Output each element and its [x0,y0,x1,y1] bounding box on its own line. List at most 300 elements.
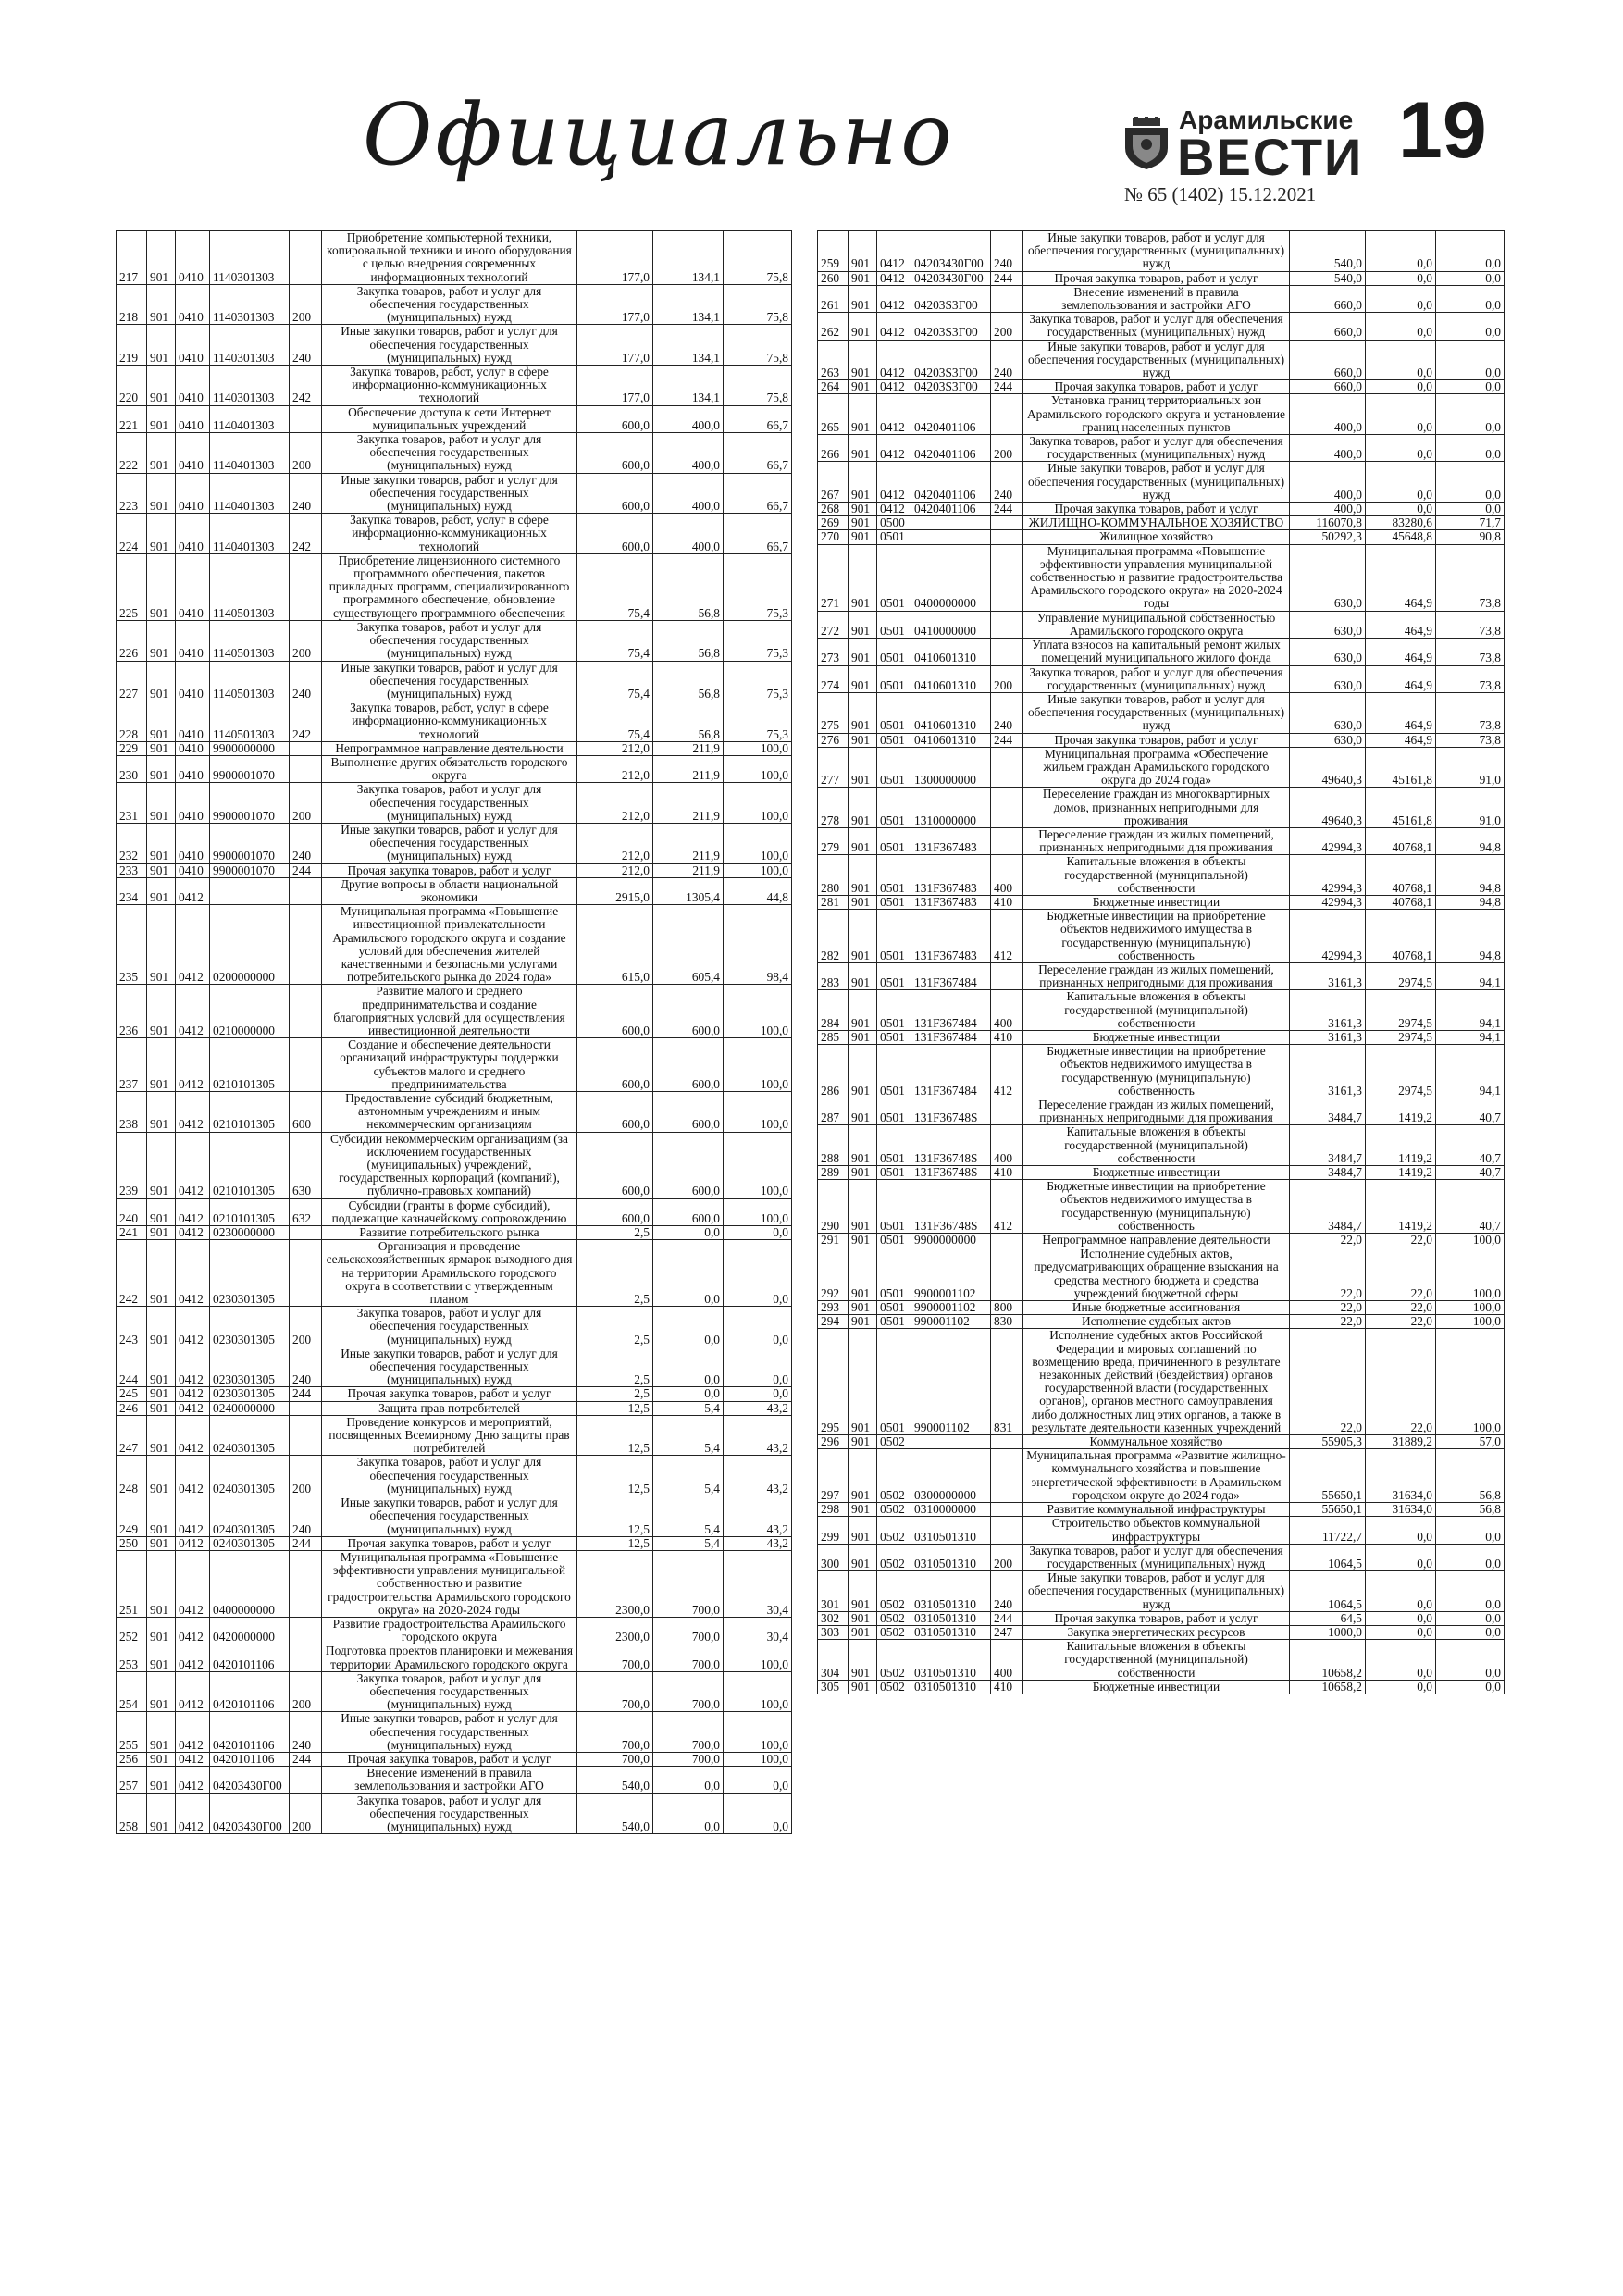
section-code-cell: 0412 [176,1401,210,1415]
target-code-cell: 9900001102 [911,1301,991,1315]
target-code-cell: 131F367484 [911,1045,991,1098]
admin-code-cell: 901 [147,1456,176,1496]
admin-code-cell: 901 [849,1625,877,1639]
admin-code-cell: 901 [849,1435,877,1449]
executed-amount-cell: 600,0 [653,1132,724,1198]
planned-amount-cell: 630,0 [1290,544,1366,611]
expense-type-cell: 400 [991,855,1023,896]
description-cell: Муниципальная программа «Развитие жилищно-коммунального хозяйства и повышение энергетической эффективности в Арамильском городском округе до 2024 года» [1023,1449,1290,1503]
executed-amount-cell: 0,0 [653,1226,724,1240]
executed-amount-cell: 0,0 [1366,285,1436,312]
section-code-cell: 0501 [877,855,911,896]
description-cell: Иные закупки товаров, работ и услуг для обеспечения государственных (муниципальных) нужд [1023,1571,1290,1612]
description-cell: Капитальные вложения в объекты государственной (муниципальной) собственности [1023,855,1290,896]
percent-cell: 0,0 [1436,1680,1505,1694]
admin-code-cell: 901 [849,1544,877,1570]
section-code-cell: 0501 [877,747,911,788]
expense-type-cell: 244 [991,271,1023,285]
description-cell: Закупка товаров, работ и услуг для обеспечения государственных (муниципальных) нужд [322,1793,577,1834]
row-number-cell: 219 [117,325,147,366]
executed-amount-cell: 134,1 [653,284,724,325]
planned-amount-cell: 600,0 [577,985,653,1038]
expense-type-cell: 630 [290,1132,322,1198]
table-row [818,1449,1505,1503]
section-code-cell: 0412 [176,1132,210,1198]
table-row [117,473,792,514]
admin-code-cell: 901 [849,1125,877,1166]
planned-amount-cell: 540,0 [1290,271,1366,285]
expense-type-cell: 240 [991,231,1023,272]
percent-cell: 100,0 [724,1671,792,1712]
expense-type-cell: 244 [290,1752,322,1766]
expense-type-cell: 200 [991,1544,1023,1570]
admin-code-cell: 901 [147,701,176,742]
expense-type-cell: 240 [290,1496,322,1537]
description-cell: Закупка энергетических ресурсов [1023,1625,1290,1639]
executed-amount-cell: 2974,5 [1366,990,1436,1031]
planned-amount-cell: 400,0 [1290,462,1366,503]
section-code-cell: 0501 [877,910,911,963]
description-cell: Жилищное хозяйство [1023,530,1290,544]
admin-code-cell: 901 [849,1315,877,1329]
row-number-cell: 278 [818,788,849,828]
table-row [117,1793,792,1834]
executed-amount-cell: 600,0 [653,1198,724,1225]
executed-amount-cell: 1419,2 [1366,1098,1436,1125]
planned-amount-cell: 177,0 [577,366,653,406]
percent-cell: 73,8 [1436,611,1505,638]
executed-amount-cell: 600,0 [653,1038,724,1092]
row-number-cell: 269 [818,516,849,530]
description-cell: Исполнение судебных актов, предусматривающих обращение взыскания на средства местного бюджета и средства учреждений бюджетной сферы [1023,1247,1290,1301]
section-code-cell: 0410 [176,325,210,366]
row-number-cell: 274 [818,665,849,692]
table-row [117,1550,792,1617]
description-cell: Переселение граждан из многоквартирных домов, признанных непригодными для проживания [1023,788,1290,828]
target-code-cell: 0210101305 [210,1198,290,1225]
target-code-cell: 04203S3Г00 [911,380,991,394]
admin-code-cell: 901 [147,1387,176,1401]
percent-cell: 0,0 [1436,1517,1505,1544]
row-number-cell: 288 [818,1125,849,1166]
admin-code-cell: 901 [849,1301,877,1315]
description-cell: ЖИЛИЩНО-КОММУНАЛЬНОЕ ХОЗЯЙСТВО [1023,516,1290,530]
expense-type-cell [290,905,322,985]
expense-type-cell: 240 [290,1347,322,1387]
table-row [818,733,1505,747]
table-row [117,783,792,824]
planned-amount-cell: 2,5 [577,1387,653,1401]
admin-code-cell: 901 [849,962,877,989]
planned-amount-cell: 660,0 [1290,313,1366,340]
executed-amount-cell: 0,0 [1366,231,1436,272]
target-code-cell [911,1435,991,1449]
percent-cell: 0,0 [1436,313,1505,340]
planned-amount-cell: 2300,0 [577,1617,653,1644]
executed-amount-cell: 0,0 [1366,1517,1436,1544]
table-row [117,755,792,782]
expense-type-cell [991,1435,1023,1449]
row-number-cell: 294 [818,1315,849,1329]
expense-type-cell: 244 [991,733,1023,747]
expense-type-cell: 244 [991,1611,1023,1625]
table-row [818,462,1505,503]
row-number-cell: 249 [117,1496,147,1537]
percent-cell: 0,0 [1436,462,1505,503]
percent-cell: 75,8 [724,231,792,285]
percent-cell: 75,8 [724,284,792,325]
expense-type-cell: 410 [991,895,1023,909]
admin-code-cell: 901 [849,855,877,896]
description-cell: Приобретение лицензионного системного программного обеспечения, пакетов прикладных программ, специализированного программного обеспечение, обновление существующего программного обеспечения [322,553,577,620]
planned-amount-cell: 55650,1 [1290,1449,1366,1503]
description-cell: Прочая закупка товаров, работ и услуг [1023,503,1290,516]
table-row [818,788,1505,828]
table-row [818,747,1505,788]
section-code-cell: 0412 [877,313,911,340]
planned-amount-cell: 10658,2 [1290,1640,1366,1681]
expense-type-cell: 244 [290,1387,322,1401]
percent-cell: 0,0 [1436,380,1505,394]
table-row [117,1617,792,1644]
admin-code-cell: 901 [849,340,877,380]
row-number-cell: 245 [117,1387,147,1401]
table-row [117,823,792,863]
description-cell: Иные закупки товаров, работ и услуг для обеспечения государственных (муниципальных) нужд [1023,462,1290,503]
expense-type-cell: 240 [290,1712,322,1753]
description-cell: Обеспечение доступа к сети Интернет муниципальных учреждений [322,405,577,432]
target-code-cell: 9900001070 [210,783,290,824]
table-row [818,313,1505,340]
target-code-cell: 9900001070 [210,755,290,782]
description-cell: Прочая закупка товаров, работ и услуг [322,1387,577,1401]
description-cell: Субсидии (гранты в форме субсидий), подлежащие казначейскому сопровождению [322,1198,577,1225]
expense-type-cell: 240 [290,473,322,514]
section-code-cell: 0502 [877,1640,911,1681]
row-number-cell: 256 [117,1752,147,1766]
target-code-cell: 0230301305 [210,1347,290,1387]
description-cell: Закупка товаров, работ и услуг для обеспечения государственных (муниципальных) нужд [322,433,577,474]
percent-cell: 100,0 [724,741,792,755]
expense-type-cell: 242 [290,366,322,406]
table-row [117,366,792,406]
planned-amount-cell: 600,0 [577,433,653,474]
table-row [818,910,1505,963]
percent-cell: 66,7 [724,405,792,432]
admin-code-cell: 901 [849,1449,877,1503]
description-cell: Закупка товаров, работ, услуг в сфере информационно-коммуникационных технологий [322,514,577,554]
planned-amount-cell: 1064,5 [1290,1571,1366,1612]
percent-cell: 0,0 [1436,394,1505,435]
section-code-cell: 0412 [877,435,911,462]
planned-amount-cell: 2915,0 [577,877,653,904]
target-code-cell: 1140301303 [210,284,290,325]
executed-amount-cell: 0,0 [1366,380,1436,394]
table-row [818,503,1505,516]
description-cell: Иные закупки товаров, работ и услуг для обеспечения государственных (муниципальных) нужд [322,661,577,701]
admin-code-cell: 901 [849,895,877,909]
executed-amount-cell: 5,4 [653,1415,724,1456]
target-code-cell: 0310501310 [911,1625,991,1639]
description-cell: Муниципальная программа «Обеспечение жильем граждан Арамильского городского округа до 2024 года» [1023,747,1290,788]
target-code-cell: 9900001070 [210,823,290,863]
expense-type-cell: 247 [991,1625,1023,1639]
target-code-cell: 0420401106 [911,462,991,503]
target-code-cell: 0240301305 [210,1536,290,1550]
admin-code-cell: 901 [147,755,176,782]
executed-amount-cell: 5,4 [653,1456,724,1496]
section-code-cell: 0412 [176,1387,210,1401]
section-code-cell: 0412 [176,1347,210,1387]
table-row [818,1315,1505,1329]
table-row [117,1038,792,1092]
executed-amount-cell: 22,0 [1366,1315,1436,1329]
row-number-cell: 226 [117,620,147,661]
admin-code-cell: 901 [147,1496,176,1537]
expense-type-cell [991,1517,1023,1544]
table-row [117,1712,792,1753]
executed-amount-cell: 22,0 [1366,1234,1436,1247]
expense-type-cell [991,1234,1023,1247]
admin-code-cell: 901 [147,1198,176,1225]
table-row [818,990,1505,1031]
table-row [818,1098,1505,1125]
section-code-cell: 0412 [877,462,911,503]
target-code-cell: 1140301303 [210,366,290,406]
description-cell: Закупка товаров, работ и услуг для обеспечения государственных (муниципальных) нужд [1023,665,1290,692]
planned-amount-cell: 75,4 [577,620,653,661]
row-number-cell: 252 [117,1617,147,1644]
executed-amount-cell: 0,0 [653,1767,724,1793]
section-code-cell: 0410 [176,514,210,554]
admin-code-cell: 901 [849,692,877,733]
expense-type-cell [290,553,322,620]
admin-code-cell: 901 [147,433,176,474]
percent-cell: 0,0 [724,1387,792,1401]
section-code-cell: 0412 [176,1536,210,1550]
row-number-cell: 250 [117,1536,147,1550]
planned-amount-cell: 2,5 [577,1307,653,1347]
budget-table-left [116,230,792,1834]
description-cell: Внесение изменений в правила землепользования и застройки АГО [1023,285,1290,312]
description-cell: Прочая закупка товаров, работ и услуг [322,863,577,877]
executed-amount-cell: 700,0 [653,1617,724,1644]
page-number: 19 [1398,86,1487,175]
row-number-cell: 260 [818,271,849,285]
executed-amount-cell: 605,4 [653,905,724,985]
percent-cell: 100,0 [724,863,792,877]
description-cell: Капитальные вложения в объекты государственной (муниципальной) собственности [1023,1640,1290,1681]
description-cell: Иные закупки товаров, работ и услуг для обеспечения государственных (муниципальных) нужд [322,823,577,863]
row-number-cell: 227 [117,661,147,701]
row-number-cell: 295 [818,1329,849,1435]
admin-code-cell: 901 [849,285,877,312]
planned-amount-cell: 600,0 [577,405,653,432]
percent-cell: 94,1 [1436,990,1505,1031]
planned-amount-cell: 212,0 [577,741,653,755]
percent-cell: 0,0 [1436,435,1505,462]
percent-cell: 100,0 [724,1038,792,1092]
executed-amount-cell: 400,0 [653,514,724,554]
executed-amount-cell: 464,9 [1366,639,1436,665]
executed-amount-cell: 211,9 [653,823,724,863]
planned-amount-cell: 212,0 [577,863,653,877]
table-row [818,1166,1505,1180]
table-row [818,1301,1505,1315]
description-cell: Приобретение компьютерной техники, копировальной техники и иного оборудования с целью внедрения современных информационных технологий [322,231,577,285]
executed-amount-cell: 56,8 [653,661,724,701]
expense-type-cell [991,1098,1023,1125]
admin-code-cell: 901 [849,394,877,435]
section-code-cell: 0412 [176,1456,210,1496]
section-code-cell: 0412 [877,340,911,380]
expense-type-cell: 200 [290,1456,322,1496]
executed-amount-cell: 1305,4 [653,877,724,904]
executed-amount-cell: 400,0 [653,433,724,474]
row-number-cell: 275 [818,692,849,733]
percent-cell: 94,8 [1436,855,1505,896]
table-row [117,741,792,755]
planned-amount-cell: 3484,7 [1290,1098,1366,1125]
section-code-cell: 0412 [877,231,911,272]
section-code-cell: 0412 [176,1307,210,1347]
percent-cell: 90,8 [1436,530,1505,544]
expense-type-cell [991,1449,1023,1503]
admin-code-cell: 901 [147,366,176,406]
planned-amount-cell: 630,0 [1290,665,1366,692]
section-code-cell: 0410 [176,405,210,432]
planned-amount-cell: 600,0 [577,473,653,514]
target-code-cell: 1140401303 [210,405,290,432]
logo-big-text: ВЕСТИ [1177,128,1364,186]
logo-small-text: Арамильские [1179,105,1354,134]
row-number-cell: 247 [117,1415,147,1456]
executed-amount-cell: 31889,2 [1366,1435,1436,1449]
section-code-cell: 0501 [877,1234,911,1247]
expense-type-cell: 410 [991,1030,1023,1044]
target-code-cell: 04203430Г00 [911,231,991,272]
table-row [818,435,1505,462]
table-row [117,877,792,904]
section-code-cell: 0502 [877,1503,911,1517]
admin-code-cell: 901 [849,1571,877,1612]
section-code-cell: 0501 [877,665,911,692]
table-row [117,553,792,620]
admin-code-cell: 901 [147,1240,176,1307]
row-number-cell: 287 [818,1098,849,1125]
table-row [117,1092,792,1133]
table-row [117,1240,792,1307]
planned-amount-cell: 615,0 [577,905,653,985]
section-code-cell: 0412 [877,380,911,394]
row-number-cell: 231 [117,783,147,824]
percent-cell: 0,0 [724,1767,792,1793]
admin-code-cell: 901 [147,1671,176,1712]
row-number-cell: 265 [818,394,849,435]
expense-type-cell [290,1644,322,1671]
description-cell: Переселение граждан из жилых помещений, признанных непригодными для проживания [1023,962,1290,989]
table-row [818,827,1505,854]
executed-amount-cell: 45161,8 [1366,788,1436,828]
row-number-cell: 304 [818,1640,849,1681]
admin-code-cell: 901 [849,1098,877,1125]
admin-code-cell: 901 [849,435,877,462]
executed-amount-cell: 211,9 [653,863,724,877]
target-code-cell: 0310501310 [911,1640,991,1681]
percent-cell: 43,2 [724,1401,792,1415]
section-code-cell: 0501 [877,1315,911,1329]
executed-amount-cell: 0,0 [1366,435,1436,462]
target-code-cell: 0240301305 [210,1496,290,1537]
admin-code-cell: 901 [147,514,176,554]
executed-amount-cell: 31634,0 [1366,1503,1436,1517]
admin-code-cell: 901 [849,516,877,530]
planned-amount-cell: 12,5 [577,1456,653,1496]
table-row [117,620,792,661]
planned-amount-cell: 1000,0 [1290,1625,1366,1639]
description-cell: Прочая закупка товаров, работ и услуг [1023,380,1290,394]
row-number-cell: 281 [818,895,849,909]
section-code-cell: 0501 [877,639,911,665]
target-code-cell: 0200000000 [210,905,290,985]
section-code-cell: 0410 [176,366,210,406]
row-number-cell: 305 [818,1680,849,1694]
budget-table-right [817,230,1505,1694]
target-code-cell: 1140401303 [210,514,290,554]
description-cell: Иные закупки товаров, работ и услуг для обеспечения государственных (муниципальных) нужд [322,1496,577,1537]
description-cell: Закупка товаров, работ и услуг для обеспечения государственных (муниципальных) нужд [322,1671,577,1712]
admin-code-cell: 901 [849,313,877,340]
planned-amount-cell: 3484,7 [1290,1125,1366,1166]
target-code-cell: 9900000000 [210,741,290,755]
table-row [117,1198,792,1225]
percent-cell: 0,0 [1436,340,1505,380]
expense-type-cell [290,755,322,782]
executed-amount-cell: 134,1 [653,366,724,406]
executed-amount-cell: 5,4 [653,1401,724,1415]
section-code-cell: 0502 [877,1544,911,1570]
target-code-cell: 0410601310 [911,639,991,665]
section-code-cell: 0412 [176,1240,210,1307]
description-cell: Муниципальная программа «Повышение инвестиционной привлекательности Арамильского городского округа и создание условий для обеспечения жителей качественными и безопасными услугами потребительского рынка до 2024 года» [322,905,577,985]
row-number-cell: 289 [818,1166,849,1180]
planned-amount-cell: 22,0 [1290,1301,1366,1315]
target-code-cell: 131F36748S [911,1180,991,1234]
table-row [818,380,1505,394]
expense-type-cell: 200 [290,783,322,824]
target-code-cell [210,877,290,904]
expense-type-cell [991,285,1023,312]
description-cell: Исполнение судебных актов Российской Федерации и мировых соглашений по возмещению вреда, причиненного в результате незаконных действий (бездействия) органов государственной власти (государственных органов), органов местного самоуправления либо должностных лиц этих органов, а также в результате деятельности казенных учреждений [1023,1329,1290,1435]
percent-cell: 94,8 [1436,895,1505,909]
admin-code-cell: 901 [147,661,176,701]
table-row [117,405,792,432]
executed-amount-cell: 600,0 [653,985,724,1038]
executed-amount-cell: 400,0 [653,405,724,432]
expense-type-cell: 240 [991,340,1023,380]
planned-amount-cell: 700,0 [577,1752,653,1766]
admin-code-cell: 901 [147,1752,176,1766]
table-row [818,895,1505,909]
table-row [818,1045,1505,1098]
target-code-cell: 1140501303 [210,661,290,701]
percent-cell: 91,0 [1436,747,1505,788]
admin-code-cell: 901 [849,1517,877,1544]
admin-code-cell: 901 [147,1793,176,1834]
planned-amount-cell: 3161,3 [1290,990,1366,1031]
expense-type-cell [991,788,1023,828]
row-number-cell: 232 [117,823,147,863]
